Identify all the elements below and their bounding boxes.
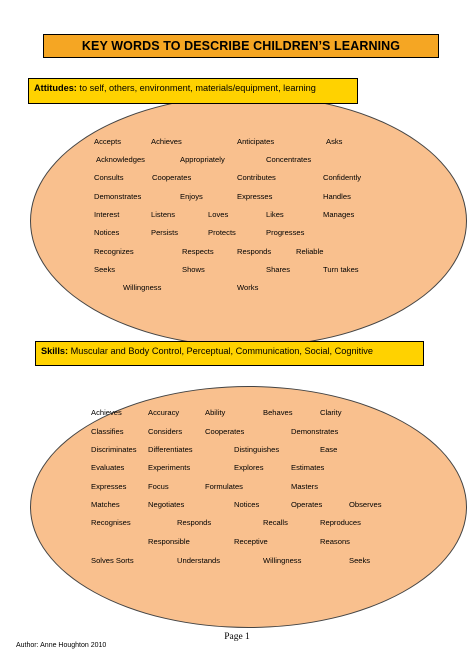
skills-keyword: Masters: [291, 482, 319, 491]
skills-keyword: Responsible: [148, 537, 190, 546]
attitudes-ellipse: [30, 95, 467, 347]
skills-description: Muscular and Body Control, Perceptual, Communication, Social, Cognitive: [68, 346, 373, 356]
skills-keyword: Clarity: [320, 408, 342, 417]
skills-keyword: Recalls: [263, 518, 288, 527]
skills-keyword: Demonstrates: [291, 427, 339, 436]
attitudes-keyword: Listens: [151, 210, 176, 219]
page-title: [43, 34, 439, 58]
attitudes-keyword: Concentrates: [266, 155, 312, 164]
attitudes-description: to self, others, environment, materials/equipment, learning: [76, 83, 316, 93]
skills-keyword: Behaves: [263, 408, 293, 417]
attitudes-keyword: Works: [237, 283, 259, 292]
skills-keyword: Willingness: [263, 556, 302, 565]
attitudes-keyword: Confidently: [323, 173, 361, 182]
attitudes-keyword: Contributes: [237, 173, 276, 182]
attitudes-keyword: Loves: [208, 210, 229, 219]
skills-keyword: Operates: [291, 500, 323, 509]
skills-keyword: Expresses: [91, 482, 127, 491]
skills-keyword: Estimates: [291, 463, 325, 472]
attitudes-keyword: Acknowledges: [96, 155, 145, 164]
skills-keyword: Seeks: [349, 556, 371, 565]
skills-keyword: Notices: [234, 500, 260, 509]
skills-keyword: Formulates: [205, 482, 243, 491]
attitudes-heading: [28, 78, 358, 104]
skills-keyword: Negotiates: [148, 500, 185, 509]
attitudes-keyword: Enjoys: [180, 192, 203, 201]
skills-keyword: Reproduces: [320, 518, 361, 527]
skills-keyword: Receptive: [234, 537, 268, 546]
attitudes-keyword: Protects: [208, 228, 236, 237]
attitudes-keyword: Anticipates: [237, 137, 275, 146]
skills-keyword: Distinguishes: [234, 445, 280, 454]
skills-keyword: Discriminates: [91, 445, 137, 454]
skills-keyword: Ability: [205, 408, 226, 417]
skills-heading: [35, 341, 424, 366]
attitudes-label: Attitudes:: [34, 83, 77, 93]
attitudes-keyword: Handles: [323, 192, 351, 201]
skills-keyword: Focus: [148, 482, 169, 491]
attitudes-keyword: Shares: [266, 265, 291, 274]
skills-keyword: Differentiates: [148, 445, 193, 454]
attitudes-keyword: Persists: [151, 228, 179, 237]
attitudes-keyword: Cooperates: [152, 173, 192, 182]
attitudes-keyword: Accepts: [94, 137, 122, 146]
attitudes-keyword: Expresses: [237, 192, 273, 201]
attitudes-keyword: Consults: [94, 173, 124, 182]
attitudes-keyword: Progresses: [266, 228, 305, 237]
skills-keyword: Reasons: [320, 537, 350, 546]
skills-keyword: Understands: [177, 556, 221, 565]
title-text: KEY WORDS TO DESCRIBE CHILDREN’S LEARNING: [81, 39, 401, 53]
skills-keyword: Accuracy: [148, 408, 180, 417]
skills-keyword: Classifies: [91, 427, 124, 436]
attitudes-keyword: Seeks: [94, 265, 116, 274]
author-credit: Author: Anne Houghton 2010: [16, 642, 107, 649]
attitudes-keyword: Notices: [94, 228, 120, 237]
attitudes-keyword: Appropriately: [180, 155, 225, 164]
skills-keyword: Explores: [234, 463, 264, 472]
attitudes-keyword: Responds: [237, 247, 272, 256]
skills-keyword: Ease: [320, 445, 338, 454]
skills-keyword: Matches: [91, 500, 120, 509]
attitudes-keyword: Turn takes: [323, 265, 359, 274]
attitudes-keyword: Achieves: [151, 137, 182, 146]
attitudes-keyword: Respects: [182, 247, 214, 256]
attitudes-keyword: Manages: [323, 210, 355, 219]
skills-keyword: Observes: [349, 500, 382, 509]
attitudes-keyword: Demonstrates: [94, 192, 142, 201]
attitudes-keyword: Likes: [266, 210, 284, 219]
skills-keyword: Responds: [177, 518, 212, 527]
skills-keyword: Solves Sorts: [91, 556, 134, 565]
attitudes-keyword: Reliable: [296, 247, 324, 256]
attitudes-keyword: Recognizes: [94, 247, 134, 256]
skills-keyword: Cooperates: [205, 427, 245, 436]
skills-keyword: Experiments: [148, 463, 191, 472]
attitudes-keyword: Shows: [182, 265, 205, 274]
skills-keyword: Achieves: [91, 408, 122, 417]
attitudes-keyword: Asks: [326, 137, 343, 146]
skills-keyword: Considers: [148, 427, 183, 436]
attitudes-keyword: Interest: [94, 210, 120, 219]
attitudes-keyword: Willingness: [123, 283, 162, 292]
skills-keyword: Evaluates: [91, 463, 125, 472]
page-number: Page 1: [224, 632, 250, 642]
skills-keyword: Recognises: [91, 518, 131, 527]
skills-label: Skills:: [41, 346, 69, 356]
